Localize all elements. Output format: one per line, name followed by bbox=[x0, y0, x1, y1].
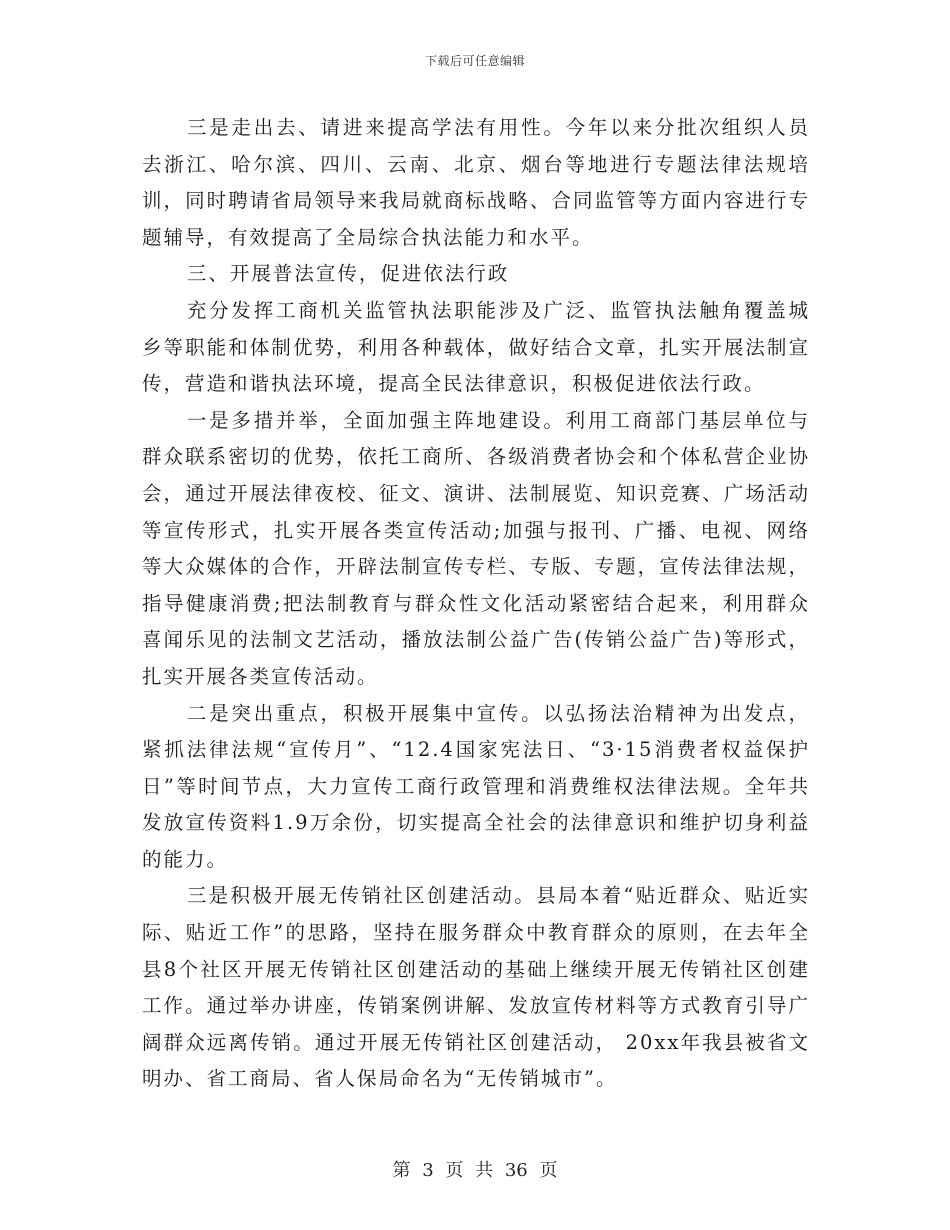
paragraph-no-pyramid-community: 三是积极开展无传销社区创建活动。县局本着“贴近群众、贴近实际、贴近工作”的思路，坚持在服务群众中教育群众的原则，在去年全县8个社区开展无传销社区创建活动的基础上继续开展无传销社区创建工作。通过举办讲座，传销案例讲解、发放宣传材料等方式教育引导广阔群众远离传销。通过开展无传销社区创建活动， 20xx年我县被省文明办、省工商局、省人保局命名为“无传销城市”。 bbox=[142, 884, 810, 1091]
document-body bbox=[142, 110, 810, 1098]
section-heading-legal-publicity: 三、开展普法宣传，促进依法行政 bbox=[186, 262, 510, 286]
paragraph-go-out-invite-in: 三是走出去、请进来提高学法有用性。今年以来分批次组织人员去浙江、哈尔滨、四川、云南、北京、烟台等地进行专题法律法规培训，同时聘请省局领导来我局就商标战略、合同监管等方面内容进行专题辅导，有效提高了全局综合执法能力和水平。 bbox=[142, 116, 810, 249]
page-number-footer: 第 3 页 共 36 页 bbox=[392, 1160, 558, 1181]
page-header-note: 下载后可任意编辑 bbox=[424, 54, 525, 68]
paragraph-focused-campaigns: 二是突出重点，积极开展集中宣传。以弘扬法治精神为出发点，紧抓法律法规“宣传月”、“12.4国家宪法日、“3·15消费者权益保护日”等时间节点，大力宣传工商行政管理和消费维权法律法规。全年共发放宣传资料1.9万余份，切实提高全社会的法律意识和维护切身利益的能力。 bbox=[142, 701, 810, 871]
paragraph-multiple-measures: 一是多措并举，全面加强主阵地建设。利用工商部门基层单位与群众联系密切的优势，依托工商所、各级消费者协会和个体私营企业协会，通过开展法律夜校、征文、演讲、法制展览、知识竞赛、广场活动等宣传形式，扎实开展各类宣传活动;加强与报刊、广播、电视、网络等大众媒体的合作，开辟法制宣传专栏、专版、专题，宣传法律法规，指导健康消费;把法制教育与群众性文化活动紧密结合起来，利用群众喜闻乐见的法制文艺活动，播放法制公益广告(传销公益广告)等形式，扎实开展各类宣传活动。 bbox=[142, 408, 810, 688]
paragraph-intro-publicity: 充分发挥工商机关监管执法职能涉及广泛、监管执法触角覆盖城乡等职能和体制优势，利用各种载体，做好结合文章，扎实开展法制宣传，营造和谐执法环境，提高全民法律意识，积极促进依法行政。 bbox=[142, 298, 810, 396]
